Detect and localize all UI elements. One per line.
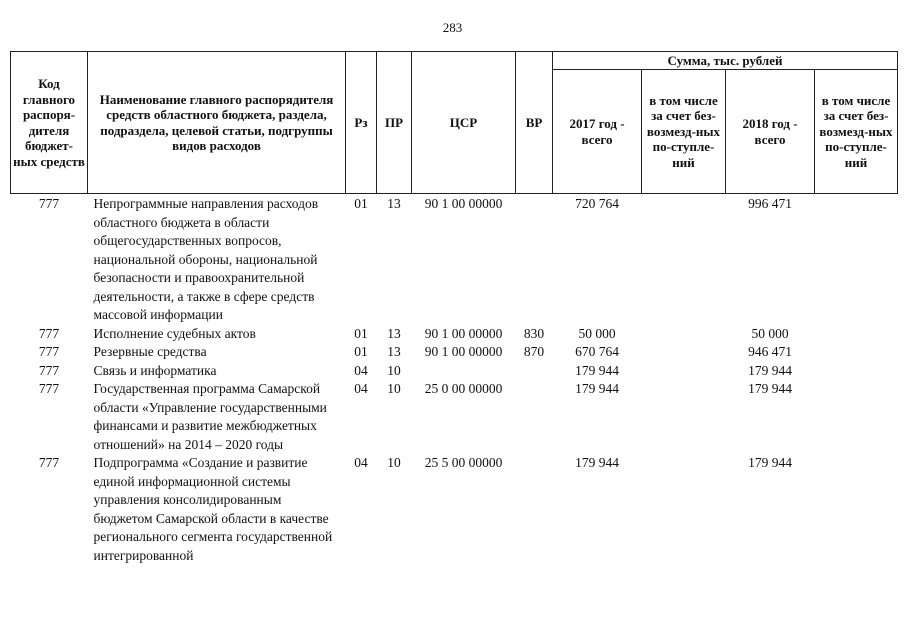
row-name: Государственная программа Самарской области «Управление государственными финансами и развитие межбюджетных отношений» на 2014 – 2020 годы [93,381,327,452]
row-2017-total: 50 000 [578,325,616,341]
row-2018-free [815,194,898,325]
row-csr: 90 1 00 00000 [424,325,503,341]
row-pr: 13 [387,325,401,341]
row-2017-free [642,362,726,381]
row-2017-total: 670 764 [575,344,619,359]
header-2017-total: 2017 год - всего [553,70,642,194]
row-pr: 10 [387,362,401,378]
row-2017-total: 179 944 [575,455,619,470]
row-2017-free [642,325,726,344]
row-pr: 10 [387,455,401,470]
row-pr: 13 [387,196,401,211]
row-2017-free [642,343,726,362]
table-row [11,343,898,362]
row-2018-total: 946 471 [748,344,792,359]
table-row [11,194,898,325]
row-2017-total: 720 764 [575,196,619,211]
row-2017-total: 179 944 [575,381,619,396]
row-vr [516,362,553,381]
row-vr [516,194,553,325]
row-rz: 04 [354,362,368,378]
table-row [11,380,898,454]
table-row [11,325,898,344]
row-2018-free [815,343,898,362]
row-name: Резервные средства [93,344,207,359]
table-row [11,362,898,381]
row-vr: 830 [523,325,545,341]
budget-table [10,51,898,565]
row-name: Подпрограмма «Создание и развитие единой информационной системы управления консолидированным бюджетом Самарской области в качестве регионального сегмента государственной интегрированной [93,455,333,563]
row-csr: 25 5 00 00000 [424,455,503,470]
row-2018-free [815,380,898,454]
row-rz: 04 [354,381,368,396]
row-pr: 13 [387,344,401,359]
row-2018-total: 50 000 [751,325,789,341]
header-2017-free: в том числе за счет без-возмезд-ных по-ступле-ний [642,70,726,194]
row-csr: 25 0 00 00000 [424,381,503,396]
row-code: 777 [38,325,60,341]
row-rz: 01 [354,325,368,341]
row-2018-total: 179 944 [748,381,792,396]
header-vr: ВР [516,52,553,194]
table-row [11,454,898,565]
header-rz: Рз [346,52,377,194]
row-rz: 01 [354,344,368,359]
row-code: 777 [38,344,60,359]
row-2018-total: 996 471 [748,196,792,211]
row-2018-total: 179 944 [748,362,792,378]
row-rz: 01 [354,196,368,211]
row-2018-free [815,362,898,381]
header-code: Код главного распоря-дителя бюджет-ных средств [11,52,88,194]
row-name: Связь и информатика [93,362,217,378]
header-2018-free: в том числе за счет без-возмезд-ных по-ступле-ний [815,70,898,194]
header-pr: ПР [377,52,412,194]
row-csr [412,362,516,381]
row-code: 777 [38,196,60,211]
header-sum-group: Сумма, тыс. рублей [553,52,898,70]
row-rz: 04 [354,455,368,470]
row-csr: 90 1 00 00000 [424,344,503,359]
page-number: 283 [442,20,463,35]
row-code: 777 [38,381,60,396]
row-name: Непрограммные направления расходов областного бюджета в области общегосударственных вопросов, национальной обороны, национальной безопасности и правоохранительной деятельности, а также в сфере средств массовой информации [93,196,319,322]
header-name: Наименование главного распорядителя средств областного бюджета, раздела, подраздела, целевой статьи, подгруппы видов расходов [88,52,346,194]
row-code: 777 [38,362,60,378]
row-2017-total: 179 944 [575,362,619,378]
row-2017-free [642,454,726,565]
header-csr: ЦСР [412,52,516,194]
row-2017-free [642,380,726,454]
row-2018-free [815,454,898,565]
row-pr: 10 [387,381,401,396]
row-name: Исполнение судебных актов [93,325,256,341]
row-2018-total: 179 944 [748,455,792,470]
row-vr [516,380,553,454]
row-code: 777 [38,455,60,470]
row-2017-free [642,194,726,325]
row-vr [516,454,553,565]
header-2018-total: 2018 год - всего [726,70,815,194]
row-csr: 90 1 00 00000 [424,196,503,211]
row-vr: 870 [523,344,545,359]
row-2018-free [815,325,898,344]
